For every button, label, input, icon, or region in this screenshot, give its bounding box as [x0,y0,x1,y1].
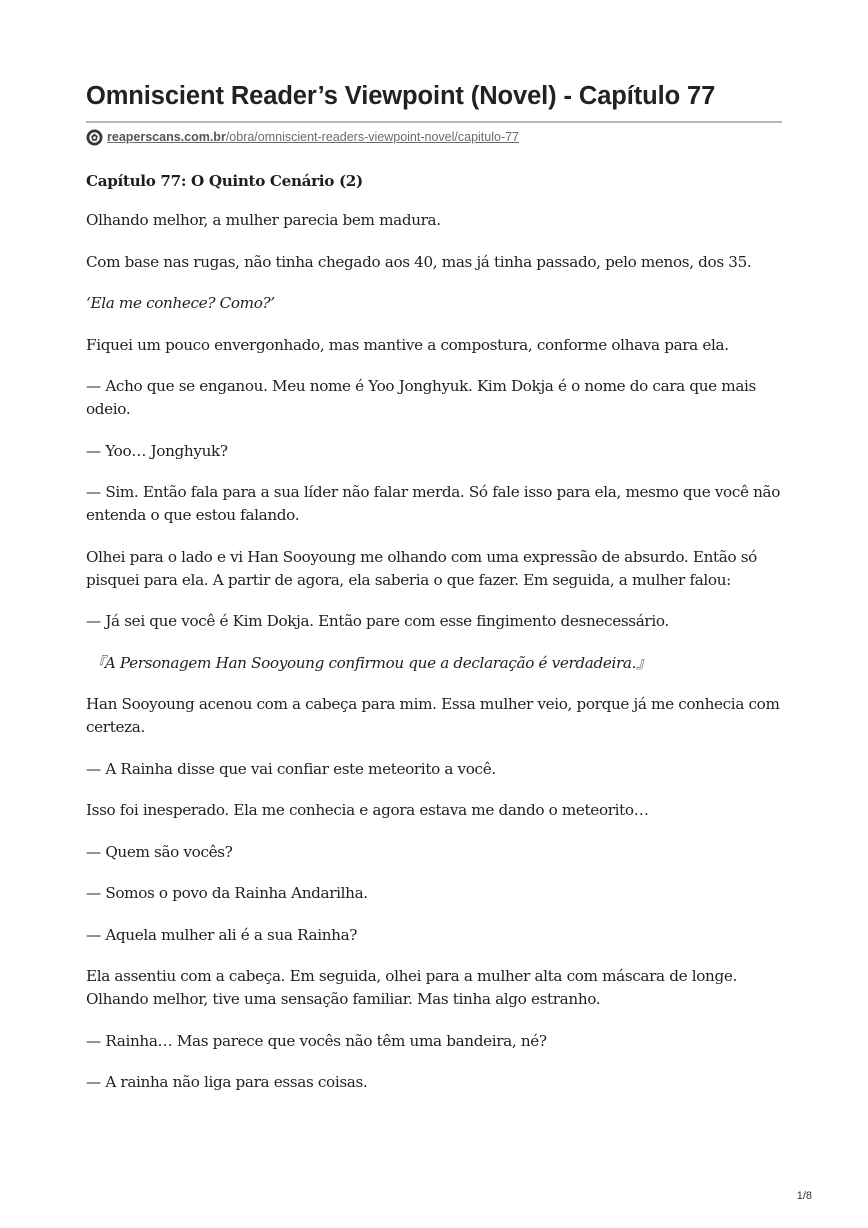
site-favicon-icon [86,129,103,146]
dialogue-paragraph: — Quem são vocês? [86,842,233,861]
page-number: 1/8 [796,1190,812,1202]
dialogue-paragraph: — Já sei que você é Kim Dokja. Então pare com esse fingimento desnecessário. [86,612,669,630]
dialogue-paragraph: — A Rainha disse que vai confiar este meteorito a você. [86,759,496,778]
dialogue-paragraph: — Yoo… Jonghyuk? [86,441,228,460]
dialogue-paragraph: — Sim. Então fala para a sua líder não falar merda. Só fale isso para ela, mesmo que você não entenda o que estou falando. [86,483,781,524]
thought-paragraph: ‘Ela me conhece? Como?’ [86,294,275,312]
paragraph: Com base nas rugas, não tinha chegado aos 40, mas já tinha passado, pelo menos, dos 35. [86,252,752,271]
dialogue-paragraph: — Aquela mulher ali é a sua Rainha? [86,925,358,944]
source-line [86,127,519,147]
paragraph: Fiquei um pouco envergonhado, mas mantive a compostura, conforme olhava para ela. [86,335,729,354]
source-domain: reaperscans.com.br [107,130,226,144]
chapter-heading: Capítulo 77: O Quinto Cenário (2) [86,172,363,190]
dialogue-paragraph: — A rainha não liga para essas coisas. [86,1073,368,1091]
paragraph: Isso foi inesperado. Ela me conhecia e agora estava me dando o meteorito… [86,801,649,819]
source-path: /obra/omniscient-readers-viewpoint-novel/capitulo-77 [225,130,520,144]
system-message: 『A Personagem Han Sooyoung confirmou que a declaração é verdadeira.』 [90,653,651,672]
dialogue-paragraph: — Acho que se enganou. Meu nome é Yoo Jonghyuk. Kim Dokja é o nome do cara que mais odeio. [86,377,756,418]
dialogue-paragraph: — Somos o povo da Rainha Andarilha. [86,884,368,902]
paragraph: Ela assentiu com a cabeça. Em seguida, olhei para a mulher alta com máscara de longe. Olhando melhor, tive uma sensação familiar. Mas tinha algo estranho. [86,967,737,1008]
dialogue-paragraph: — Rainha… Mas parece que vocês não têm uma bandeira, né? [86,1031,547,1050]
paragraph: Olhei para o lado e vi Han Sooyoung me olhando com uma expressão de absurdo. Então só pisquei para ela. A partir de agora, ela saberia o que fazer. Em seguida, a mulher falou: [86,547,757,589]
paragraph: Olhando melhor, a mulher parecia bem madura. [86,211,441,229]
page-title: Omniscient Reader’s Viewpoint (Novel) - Capítulo 77 [86,82,716,110]
source-link[interactable] [107,130,519,144]
paragraph: Han Sooyoung acenou com a cabeça para mim. Essa mulher veio, porque já me conhecia com certeza. [86,695,780,736]
article-body [86,170,782,1113]
title-divider [86,121,782,123]
